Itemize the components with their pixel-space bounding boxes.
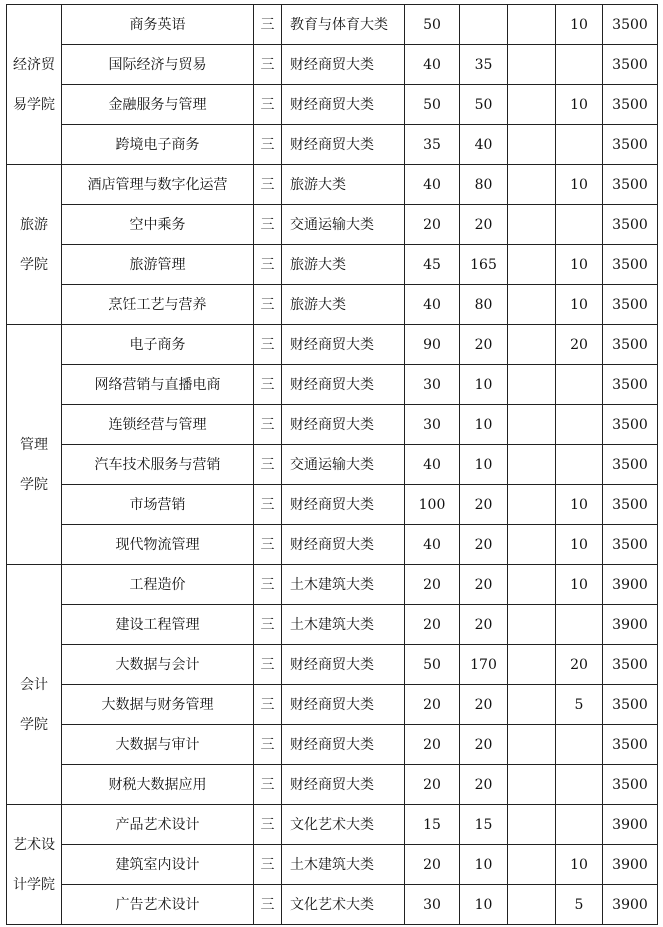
category-cell: 土木建筑大类	[282, 605, 405, 645]
quota-cell-2: 20	[460, 325, 508, 365]
college-name-line: 艺术设	[13, 836, 55, 853]
quota-cell-4: 10	[556, 525, 603, 565]
fee-cell: 3500	[603, 125, 658, 165]
category-cell: 旅游大类	[282, 245, 405, 285]
college-name-line: 经济贸	[13, 56, 55, 73]
category-cell: 教育与体育大类	[282, 5, 405, 45]
quota-cell-3	[508, 725, 556, 765]
fee-cell: 3500	[603, 85, 658, 125]
category-cell: 文化艺术大类	[282, 805, 405, 845]
fee-cell: 3500	[603, 365, 658, 405]
table-row	[7, 125, 658, 165]
quota-cell-3	[508, 485, 556, 525]
college-name-cell	[7, 805, 62, 925]
quota-cell-4: 10	[556, 845, 603, 885]
category-cell: 财经商贸大类	[282, 125, 405, 165]
table-row	[7, 365, 658, 405]
category-cell: 土木建筑大类	[282, 845, 405, 885]
college-name-cell	[7, 565, 62, 805]
level-cell: 三	[254, 805, 282, 845]
quota-cell-4	[556, 725, 603, 765]
college-name-cell	[7, 5, 62, 165]
quota-cell-2: 20	[460, 565, 508, 605]
major-cell: 旅游管理	[62, 245, 254, 285]
level-cell: 三	[254, 565, 282, 605]
college-name-line: 学院	[20, 716, 48, 733]
quota-cell-3	[508, 885, 556, 925]
table-row	[7, 645, 658, 685]
table-row	[7, 765, 658, 805]
quota-cell-3	[508, 165, 556, 205]
table-row	[7, 525, 658, 565]
quota-cell-2: 20	[460, 685, 508, 725]
level-cell: 三	[254, 125, 282, 165]
fee-cell: 3900	[603, 805, 658, 845]
college-name-cell	[7, 325, 62, 565]
major-cell: 商务英语	[62, 5, 254, 45]
level-cell: 三	[254, 765, 282, 805]
quota-cell-4	[556, 605, 603, 645]
quota-cell-2: 50	[460, 85, 508, 125]
quota-cell-2: 20	[460, 525, 508, 565]
quota-cell-1: 20	[405, 845, 460, 885]
college-name-line: 管理	[20, 436, 48, 453]
quota-cell-1: 20	[405, 685, 460, 725]
quota-cell-1: 45	[405, 245, 460, 285]
major-cell: 建筑室内设计	[62, 845, 254, 885]
college-name-line: 旅游	[20, 216, 48, 233]
quota-cell-3	[508, 565, 556, 605]
table-row	[7, 45, 658, 85]
college-name-line: 易学院	[13, 96, 55, 113]
fee-cell: 3500	[603, 5, 658, 45]
quota-cell-3	[508, 285, 556, 325]
major-cell: 财税大数据应用	[62, 765, 254, 805]
quota-cell-4	[556, 405, 603, 445]
fee-cell: 3500	[603, 485, 658, 525]
table-row	[7, 605, 658, 645]
quota-cell-1: 40	[405, 285, 460, 325]
quota-cell-1: 20	[405, 205, 460, 245]
quota-cell-3	[508, 405, 556, 445]
category-cell: 旅游大类	[282, 285, 405, 325]
category-cell: 财经商贸大类	[282, 405, 405, 445]
major-cell: 跨境电子商务	[62, 125, 254, 165]
quota-cell-2: 165	[460, 245, 508, 285]
quota-cell-3	[508, 45, 556, 85]
quota-cell-3	[508, 5, 556, 45]
major-cell: 产品艺术设计	[62, 805, 254, 845]
fee-cell: 3500	[603, 245, 658, 285]
quota-cell-4: 20	[556, 325, 603, 365]
quota-cell-3	[508, 605, 556, 645]
quota-cell-2: 170	[460, 645, 508, 685]
quota-cell-4	[556, 365, 603, 405]
quota-cell-3	[508, 125, 556, 165]
table-row	[7, 325, 658, 365]
college-name-line: 会计	[20, 676, 48, 693]
quota-cell-2: 20	[460, 605, 508, 645]
level-cell: 三	[254, 885, 282, 925]
college-name-cell	[7, 165, 62, 325]
college-name-spacer	[7, 385, 61, 425]
category-cell: 财经商贸大类	[282, 325, 405, 365]
category-cell: 财经商贸大类	[282, 765, 405, 805]
category-cell: 财经商贸大类	[282, 685, 405, 725]
major-cell: 大数据与审计	[62, 725, 254, 765]
major-cell: 大数据与会计	[62, 645, 254, 685]
table-row	[7, 405, 658, 445]
level-cell: 三	[254, 45, 282, 85]
quota-cell-3	[508, 365, 556, 405]
quota-cell-1: 20	[405, 565, 460, 605]
category-cell: 财经商贸大类	[282, 85, 405, 125]
table-row	[7, 445, 658, 485]
level-cell: 三	[254, 325, 282, 365]
fee-cell: 3900	[603, 845, 658, 885]
fee-cell: 3500	[603, 445, 658, 485]
quota-cell-4	[556, 45, 603, 85]
quota-cell-2: 10	[460, 845, 508, 885]
fee-cell: 3500	[603, 285, 658, 325]
quota-cell-4	[556, 125, 603, 165]
major-cell: 广告艺术设计	[62, 885, 254, 925]
table-row	[7, 725, 658, 765]
category-cell: 文化艺术大类	[282, 885, 405, 925]
category-cell: 财经商贸大类	[282, 645, 405, 685]
college-name-line: 计学院	[13, 876, 55, 893]
quota-cell-3	[508, 525, 556, 565]
quota-cell-2: 10	[460, 445, 508, 485]
college-name-line: 学院	[20, 476, 48, 493]
quota-cell-3	[508, 205, 556, 245]
fee-cell: 3900	[603, 565, 658, 605]
level-cell: 三	[254, 445, 282, 485]
quota-cell-2	[460, 5, 508, 45]
level-cell: 三	[254, 405, 282, 445]
quota-cell-1: 35	[405, 125, 460, 165]
quota-cell-4: 10	[556, 165, 603, 205]
quota-cell-1: 40	[405, 445, 460, 485]
quota-cell-3	[508, 645, 556, 685]
quota-cell-2: 20	[460, 485, 508, 525]
quota-cell-1: 30	[405, 405, 460, 445]
level-cell: 三	[254, 205, 282, 245]
table-row	[7, 885, 658, 925]
quota-cell-1: 50	[405, 5, 460, 45]
fee-cell: 3500	[603, 165, 658, 205]
table-row	[7, 5, 658, 45]
fee-cell: 3500	[603, 325, 658, 365]
fee-cell: 3500	[603, 205, 658, 245]
quota-cell-1: 50	[405, 645, 460, 685]
quota-cell-4: 10	[556, 285, 603, 325]
fee-cell: 3500	[603, 685, 658, 725]
quota-cell-1: 20	[405, 725, 460, 765]
quota-cell-2: 40	[460, 125, 508, 165]
majors-table	[6, 4, 658, 925]
category-cell: 财经商贸大类	[282, 365, 405, 405]
level-cell: 三	[254, 285, 282, 325]
fee-cell: 3900	[603, 605, 658, 645]
level-cell: 三	[254, 525, 282, 565]
major-cell: 电子商务	[62, 325, 254, 365]
fee-cell: 3500	[603, 45, 658, 85]
level-cell: 三	[254, 5, 282, 45]
quota-cell-2: 20	[460, 725, 508, 765]
level-cell: 三	[254, 725, 282, 765]
major-cell: 连锁经营与管理	[62, 405, 254, 445]
fee-cell: 3500	[603, 765, 658, 805]
quota-cell-3	[508, 325, 556, 365]
quota-cell-4: 10	[556, 85, 603, 125]
quota-cell-2: 10	[460, 405, 508, 445]
quota-cell-3	[508, 685, 556, 725]
quota-cell-1: 30	[405, 365, 460, 405]
level-cell: 三	[254, 685, 282, 725]
quota-cell-3	[508, 845, 556, 885]
level-cell: 三	[254, 845, 282, 885]
major-cell: 现代物流管理	[62, 525, 254, 565]
category-cell: 财经商贸大类	[282, 485, 405, 525]
quota-cell-1: 50	[405, 85, 460, 125]
major-cell: 酒店管理与数字化运营	[62, 165, 254, 205]
quota-cell-1: 40	[405, 165, 460, 205]
quota-cell-1: 40	[405, 45, 460, 85]
major-cell: 大数据与财务管理	[62, 685, 254, 725]
level-cell: 三	[254, 605, 282, 645]
major-cell: 建设工程管理	[62, 605, 254, 645]
quota-cell-4: 10	[556, 5, 603, 45]
major-cell: 金融服务与管理	[62, 85, 254, 125]
table-row	[7, 805, 658, 845]
category-cell: 财经商贸大类	[282, 525, 405, 565]
fee-cell: 3500	[603, 645, 658, 685]
category-cell: 旅游大类	[282, 165, 405, 205]
major-cell: 网络营销与直播电商	[62, 365, 254, 405]
major-cell: 汽车技术服务与营销	[62, 445, 254, 485]
major-cell: 市场营销	[62, 485, 254, 525]
quota-cell-2: 10	[460, 885, 508, 925]
fee-cell: 3500	[603, 405, 658, 445]
major-cell: 烹饪工艺与营养	[62, 285, 254, 325]
major-cell: 空中乘务	[62, 205, 254, 245]
quota-cell-4: 5	[556, 885, 603, 925]
quota-cell-3	[508, 805, 556, 845]
fee-cell: 3500	[603, 525, 658, 565]
table-row	[7, 485, 658, 525]
category-cell: 财经商贸大类	[282, 725, 405, 765]
quota-cell-2: 20	[460, 765, 508, 805]
category-cell: 财经商贸大类	[282, 45, 405, 85]
table-row	[7, 245, 658, 285]
quota-cell-4	[556, 445, 603, 485]
college-name-spacer	[7, 625, 61, 665]
quota-cell-4: 10	[556, 245, 603, 285]
quota-cell-3	[508, 765, 556, 805]
quota-cell-4: 20	[556, 645, 603, 685]
fee-cell: 3900	[603, 885, 658, 925]
level-cell: 三	[254, 85, 282, 125]
quota-cell-1: 30	[405, 885, 460, 925]
quota-cell-3	[508, 445, 556, 485]
quota-cell-4: 10	[556, 485, 603, 525]
table-row	[7, 565, 658, 605]
quota-cell-2: 20	[460, 205, 508, 245]
quota-cell-1: 15	[405, 805, 460, 845]
quota-cell-2: 80	[460, 285, 508, 325]
quota-cell-2: 15	[460, 805, 508, 845]
category-cell: 交通运输大类	[282, 445, 405, 485]
table-row	[7, 685, 658, 725]
quota-cell-4	[556, 765, 603, 805]
quota-cell-1: 100	[405, 485, 460, 525]
table-row	[7, 85, 658, 125]
category-cell: 交通运输大类	[282, 205, 405, 245]
college-name-line: 学院	[20, 256, 48, 273]
level-cell: 三	[254, 245, 282, 285]
table-row	[7, 845, 658, 885]
table-row	[7, 165, 658, 205]
quota-cell-2: 35	[460, 45, 508, 85]
level-cell: 三	[254, 645, 282, 685]
category-cell: 土木建筑大类	[282, 565, 405, 605]
quota-cell-1: 90	[405, 325, 460, 365]
quota-cell-4	[556, 205, 603, 245]
quota-cell-3	[508, 245, 556, 285]
table-body	[7, 5, 658, 925]
fee-cell: 3500	[603, 725, 658, 765]
level-cell: 三	[254, 165, 282, 205]
quota-cell-2: 80	[460, 165, 508, 205]
quota-cell-1: 20	[405, 765, 460, 805]
major-cell: 工程造价	[62, 565, 254, 605]
level-cell: 三	[254, 365, 282, 405]
level-cell: 三	[254, 485, 282, 525]
table-row	[7, 205, 658, 245]
quota-cell-3	[508, 85, 556, 125]
quota-cell-4: 10	[556, 565, 603, 605]
quota-cell-1: 20	[405, 605, 460, 645]
quota-cell-1: 40	[405, 525, 460, 565]
quota-cell-4	[556, 805, 603, 845]
table-row	[7, 285, 658, 325]
major-cell: 国际经济与贸易	[62, 45, 254, 85]
quota-cell-4: 5	[556, 685, 603, 725]
quota-cell-2: 10	[460, 365, 508, 405]
